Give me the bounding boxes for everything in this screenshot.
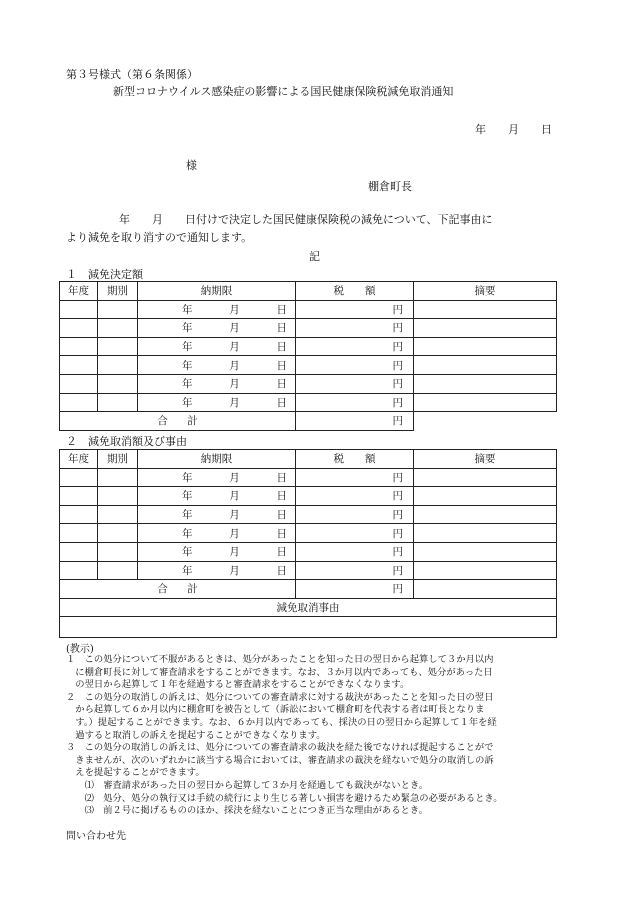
reduction-decision-table — [59, 281, 557, 431]
total-label: 合 計 — [60, 580, 296, 599]
reduction-cancel-table — [59, 449, 557, 638]
table-row: 年 月 日 円 — [60, 542, 557, 561]
table-row: 年 月 日 円 — [60, 337, 557, 356]
header-tax-amount: 税 額 — [296, 450, 414, 469]
reason-header-row — [60, 598, 557, 617]
note-line: の翌日から起算して１年を経過すると審査請求をすることができなくなります。 — [66, 679, 410, 691]
cancel-reason-body — [60, 617, 557, 638]
table-row: 年 月 日 円 — [60, 300, 557, 319]
header-tax-amount: 税 額 — [296, 282, 414, 301]
notes-body — [66, 654, 566, 818]
table-row: 年 月 日 円 — [60, 561, 557, 580]
total-row — [60, 580, 557, 599]
header-due-date: 納期限 — [138, 282, 296, 301]
cancel-reason-header: 減免取消事由 — [60, 598, 557, 617]
header-remarks: 摘要 — [414, 450, 557, 469]
note-line: ⑶ 前２号に掲げるもののほか、採決を経ないことにつき正当な理由があるとき。 — [66, 805, 429, 817]
note-line: 過すると取消しの訴えを提起することができなくなります。 — [66, 729, 326, 741]
note-line: １ この処分について不服があるときは、処分があったことを知った日の翌日から起算して３か月以内 — [66, 654, 494, 665]
section2-heading: ２ 減免取消額及び事由 — [66, 435, 187, 448]
note-line: から起算して６か月以内に棚倉町を被告として（訴訟において棚倉町を代表する者は町長となりま — [66, 704, 485, 716]
table-row: 年 月 日 円 — [60, 505, 557, 524]
note-line: きませんが、次のいずれかに該当する場合においては、審査請求の裁決を経ないで処分の取消しの訴 — [66, 754, 494, 766]
note-line: えを提起することができます。 — [66, 767, 205, 779]
note-line: す。）提起することができます。なお、６か月以内であっても、採決の日の翌日から起算して１年を経 — [66, 716, 497, 728]
intro-line-1: 年 月 日付けで決定した国民健康保険税の減免について、下記事由に — [119, 213, 493, 226]
addressee-suffix: 様 — [186, 159, 197, 172]
document-title: 新型コロナウイルス感染症の影響による国民健康保険税減免取消通知 — [113, 85, 454, 98]
table-row: 年 月 日 円 — [60, 374, 557, 393]
table-row: 年 月 日 円 — [60, 524, 557, 543]
table-row: 年 月 日 円 — [60, 487, 557, 506]
table-row: 年 月 日 円 — [60, 319, 557, 338]
header-due-date: 納期限 — [138, 450, 296, 469]
total-amount: 円 — [296, 412, 414, 431]
total-amount: 円 — [296, 580, 414, 599]
intro-line-2: より減免を取り消すので通知します。 — [66, 231, 253, 244]
contact-label: 問い合わせ先 — [66, 831, 126, 842]
notes-heading: (教示) — [66, 644, 94, 655]
header-period: 期別 — [98, 450, 138, 469]
note-line: ２ この処分の取消しの訴えは、処分についての審査請求に対する裁決があったことを知った日の翌日 — [66, 691, 494, 703]
reason-body-row — [60, 617, 557, 638]
ki-label: 記 — [309, 250, 320, 263]
header-year: 年度 — [60, 450, 98, 469]
note-line: ⑴ 審査請求があった日の翌日から起算して３か月を経過しても裁決がないとき。 — [66, 779, 429, 791]
form-label: 第３号様式（第６条関係） — [66, 68, 198, 81]
note-line: ３ この処分の取消しの訴えは、処分についての審査請求の裁決を経た後でなければ提起することがで — [66, 742, 494, 754]
issue-date: 年 月 日 — [475, 123, 552, 136]
table-row: 年 月 日 円 — [60, 393, 557, 412]
total-row — [60, 412, 557, 431]
table-header-row — [60, 450, 557, 469]
total-label: 合 計 — [60, 412, 296, 431]
table-row: 年 月 日 円 — [60, 356, 557, 375]
note-line: ⑵ 処分、処分の執行又は手続の続行により生じる著しい損害を避けるため緊急の必要があるとき。 — [66, 792, 503, 804]
section1-heading: １ 減免決定額 — [66, 268, 143, 281]
header-year: 年度 — [60, 282, 98, 301]
table-header-row — [60, 282, 557, 301]
issuer-name: 棚倉町長 — [368, 180, 412, 193]
header-remarks: 摘要 — [414, 282, 557, 301]
note-line: に棚倉町長に対して審査請求をすることができます。なお、３か月以内であっても、処分があった日 — [66, 666, 493, 678]
table-row: 年 月 日 円 — [60, 468, 557, 487]
header-period: 期別 — [98, 282, 138, 301]
